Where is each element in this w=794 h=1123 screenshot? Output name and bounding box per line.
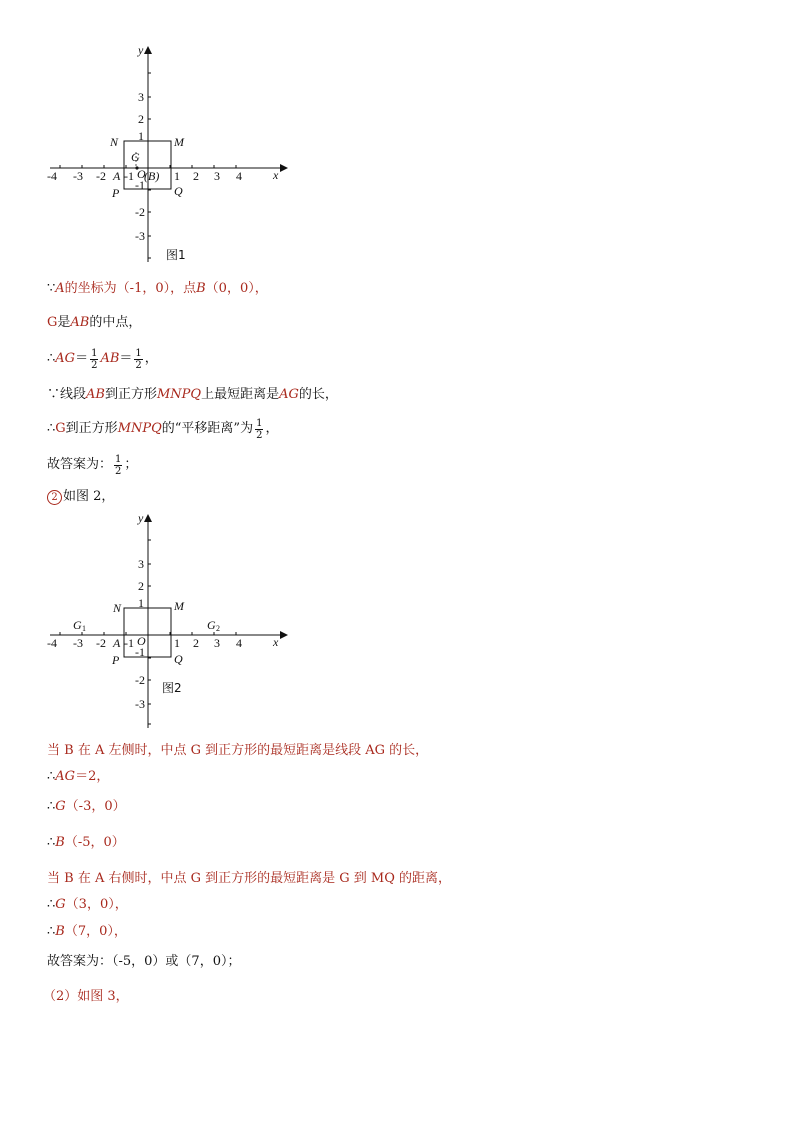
text-run: ∴ bbox=[47, 924, 56, 939]
text-run: 故答案为：（-5，0）或（7，0）； bbox=[47, 954, 241, 969]
x-tick-label: -4 bbox=[47, 636, 57, 650]
text-line-2 bbox=[47, 314, 141, 332]
fraction-numerator: 1 bbox=[256, 417, 263, 429]
text-run: ∴ bbox=[47, 897, 56, 912]
figure-2-caption: 图2 bbox=[162, 681, 182, 695]
text-line-9 bbox=[47, 768, 109, 786]
fraction bbox=[134, 348, 142, 371]
label-g2: G bbox=[207, 618, 216, 632]
text-line-5 bbox=[47, 414, 278, 444]
text-run: B bbox=[55, 924, 65, 939]
fraction-denominator: 2 bbox=[256, 429, 263, 441]
label-m: M bbox=[174, 599, 184, 613]
x-tick-label: 3 bbox=[214, 636, 220, 650]
fraction bbox=[114, 454, 122, 477]
fraction-denominator: 2 bbox=[115, 465, 122, 477]
text-run: 到正方形 bbox=[65, 421, 118, 436]
text-run: （0，0）， bbox=[205, 281, 268, 296]
y-tick-label: -3 bbox=[135, 697, 145, 711]
x-tick-label: -4 bbox=[47, 169, 57, 183]
text-line-15 bbox=[47, 953, 240, 971]
text-run: A bbox=[55, 281, 65, 296]
y-tick-label: 2 bbox=[138, 579, 144, 593]
text-run: ∴ bbox=[47, 351, 56, 366]
text-run: （2）如图 3， bbox=[43, 989, 129, 1004]
circled-number: 2 bbox=[47, 490, 62, 505]
x-tick-label: 4 bbox=[236, 636, 242, 650]
text-run: G bbox=[55, 421, 66, 436]
label-g: G bbox=[131, 150, 140, 164]
x-tick-label: 2 bbox=[193, 169, 199, 183]
fraction-numerator: 1 bbox=[135, 347, 142, 359]
y-axis-arrow bbox=[144, 46, 152, 54]
text-line-6 bbox=[47, 450, 137, 480]
label-m: M bbox=[174, 135, 184, 149]
text-run: 故答案为： bbox=[47, 457, 113, 472]
text-run: AG bbox=[55, 769, 76, 784]
text-run: ∵ bbox=[47, 281, 56, 296]
text-run: （3，0）， bbox=[65, 897, 128, 912]
label-a: A bbox=[113, 169, 121, 183]
text-run: 当 B 在 A 右侧时，中点 G 到正方形的最短距离是 G 到 MQ 的距离， bbox=[47, 871, 452, 886]
fraction bbox=[255, 418, 263, 441]
label-n: N bbox=[110, 135, 119, 149]
x-tick-label: 4 bbox=[236, 169, 242, 183]
label-q: Q bbox=[174, 184, 183, 198]
label-n: N bbox=[113, 601, 122, 615]
fraction-numerator: 1 bbox=[115, 453, 122, 465]
x-axis-arrow bbox=[280, 164, 288, 172]
text-line-4 bbox=[47, 386, 338, 404]
text-line-7 bbox=[47, 488, 114, 506]
text-run: 的“平移距离”为 bbox=[161, 421, 254, 436]
fraction bbox=[90, 348, 98, 371]
text-line-10 bbox=[47, 798, 126, 816]
x-tick-label: -1 bbox=[124, 636, 134, 650]
text-line-1 bbox=[47, 280, 268, 298]
y-tick-label: 3 bbox=[138, 557, 144, 571]
text-run: ∴ bbox=[47, 835, 56, 850]
x-tick-label: -1 bbox=[124, 169, 134, 183]
label-g1-subscript: 1 bbox=[82, 624, 86, 633]
label-b: (B) bbox=[144, 169, 160, 183]
text-run: ＝ bbox=[75, 351, 89, 366]
fraction-denominator: 2 bbox=[135, 359, 142, 371]
text-line-3 bbox=[47, 344, 158, 374]
text-run: AB bbox=[86, 387, 105, 402]
y-tick-label: 1 bbox=[138, 129, 144, 143]
text-run: ， bbox=[265, 421, 279, 436]
fraction-numerator: 1 bbox=[91, 347, 98, 359]
text-run: （-3，0） bbox=[65, 799, 126, 814]
text-run: （7，0）， bbox=[64, 924, 127, 939]
x-axis-label: x bbox=[273, 168, 279, 182]
coordinate-plane-2 bbox=[40, 508, 290, 733]
y-tick-label: 2 bbox=[138, 112, 144, 126]
label-g1: G bbox=[73, 618, 82, 632]
figure-2 bbox=[40, 508, 290, 733]
y-tick-label: -2 bbox=[135, 673, 145, 687]
text-line-13 bbox=[47, 896, 128, 914]
text-run: ∴ bbox=[47, 799, 56, 814]
text-run: ， bbox=[144, 351, 158, 366]
text-line-12 bbox=[47, 870, 451, 888]
text-run: 的长， bbox=[298, 387, 338, 402]
figure-1 bbox=[40, 40, 290, 270]
text-run: MNPQ bbox=[117, 421, 162, 436]
text-run: B bbox=[55, 835, 65, 850]
text-run: 的中点， bbox=[89, 315, 142, 330]
text-line-11 bbox=[47, 834, 125, 852]
y-tick-label: -1 bbox=[135, 178, 145, 192]
x-tick-label: -2 bbox=[96, 636, 106, 650]
fraction-denominator: 2 bbox=[91, 359, 98, 371]
x-tick-label: 2 bbox=[193, 636, 199, 650]
y-axis-arrow bbox=[144, 514, 152, 522]
text-run: 的坐标为（-1，0），点 bbox=[64, 281, 197, 296]
text-run: 如图 2， bbox=[63, 489, 115, 504]
figure-1-caption: 图1 bbox=[166, 248, 186, 262]
x-axis-arrow bbox=[280, 631, 288, 639]
label-o: O bbox=[137, 634, 146, 648]
text-run: G bbox=[55, 799, 66, 814]
text-run: ； bbox=[124, 457, 138, 472]
text-run: 当 B 在 A 左侧时，中点 G 到正方形的最短距离是线段 AG 的长， bbox=[47, 743, 429, 758]
text-run: ∵线段 bbox=[47, 387, 87, 402]
x-tick-label: -2 bbox=[96, 169, 106, 183]
x-tick-label: -3 bbox=[73, 636, 83, 650]
y-tick-label: -1 bbox=[135, 645, 145, 659]
label-a: A bbox=[113, 636, 121, 650]
x-tick-label: -3 bbox=[73, 169, 83, 183]
text-run: ＝2， bbox=[75, 769, 110, 784]
text-run: B bbox=[196, 281, 206, 296]
y-tick-label: 1 bbox=[138, 596, 144, 610]
text-run: （-5，0） bbox=[64, 835, 125, 850]
text-run: MNPQ bbox=[156, 387, 202, 402]
text-line-16 bbox=[43, 988, 129, 1006]
label-o: O bbox=[137, 167, 146, 181]
y-tick-label: -3 bbox=[135, 229, 145, 243]
coordinate-plane-1 bbox=[40, 40, 290, 270]
text-run: AB bbox=[70, 315, 90, 330]
y-axis-label: y bbox=[138, 511, 144, 525]
text-run: G bbox=[47, 315, 58, 330]
x-tick-label: 1 bbox=[174, 169, 180, 183]
text-run: 上最短距离是 bbox=[201, 387, 280, 402]
text-run: G bbox=[55, 897, 66, 912]
label-q: Q bbox=[174, 652, 183, 666]
text-run: AG bbox=[55, 351, 76, 366]
label-g2-subscript: 2 bbox=[216, 624, 220, 633]
text-line-14 bbox=[47, 923, 127, 941]
x-axis-label: x bbox=[273, 635, 279, 649]
label-p: P bbox=[112, 653, 120, 667]
y-tick-label: -2 bbox=[135, 205, 145, 219]
x-tick-label: 3 bbox=[214, 169, 220, 183]
text-run: 是 bbox=[57, 315, 71, 330]
text-line-8 bbox=[47, 742, 428, 760]
x-tick-label: 1 bbox=[174, 636, 180, 650]
text-run: 到正方形 bbox=[104, 387, 157, 402]
text-run: ∴ bbox=[47, 421, 56, 436]
text-run: AG bbox=[279, 387, 299, 402]
y-tick-label: 3 bbox=[138, 90, 144, 104]
label-p: P bbox=[112, 186, 120, 200]
text-run: AB bbox=[100, 351, 120, 366]
text-run: ＝ bbox=[119, 351, 133, 366]
text-run: ∴ bbox=[47, 769, 56, 784]
y-axis-label: y bbox=[138, 43, 144, 57]
